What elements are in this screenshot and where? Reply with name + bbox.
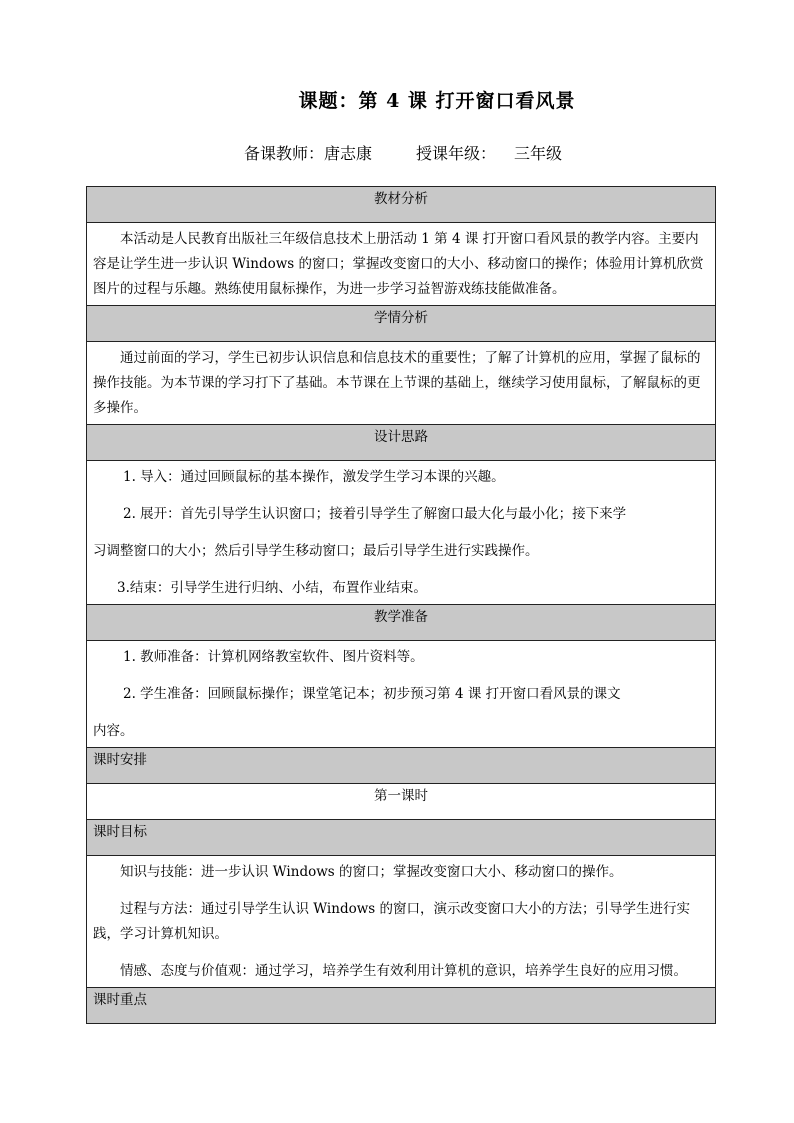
teacher-name: 唐志康 (324, 144, 373, 163)
prep-item-2-cont: 内容。 (93, 723, 134, 739)
lesson-meta (244, 141, 562, 164)
section-header-students: 学情分析 (87, 306, 716, 342)
lesson-title: 课题：第 4 课 打开窗口看风景 (298, 90, 576, 112)
design-item-1: 1. 导入：通过回顾鼠标的基本操作，激发学生学习本课的兴趣。 (123, 469, 505, 485)
goal-process: 过程与方法：通过引导学生认识 Windows 的窗口，演示改变窗口大小的方法；引导学生进行实践，学习计算机知识。 (93, 901, 690, 942)
design-content (87, 461, 716, 605)
section-header-focus: 课时重点 (87, 988, 716, 1024)
grade-value: 三年级 (514, 144, 563, 163)
design-item-3: 3.结束：引导学生进行归纳、小结，布置作业结束。 (117, 580, 427, 596)
schedule-value: 第一课时 (87, 784, 716, 820)
goals-content (87, 856, 716, 988)
section-header-materials: 教材分析 (87, 187, 716, 223)
teacher-label: 备课教师： (244, 144, 325, 163)
prep-item-1: 1. 教师准备：计算机网络教室软件、图片资料等。 (123, 649, 424, 665)
goal-emotion: 情感、态度与价值观：通过学习，培养学生有效利用计算机的意识，培养学生良好的应用习惯。 (120, 963, 687, 979)
grade-label: 授课年级： (416, 144, 497, 163)
prep-content (87, 641, 716, 748)
materials-text: 本活动是人民教育出版社三年级信息技术上册活动 1 第 4 课 打开窗口看风景的教学内容。主要内容是让学生进一步认识 Windows 的窗口；掌握改变窗口的大小、移动窗口的操作；体验用计算机欣赏图片的过程与乐趣。熟练使用鼠标操作，为进一步学习益智游戏练技能做准备。 (93, 231, 704, 297)
students-content (87, 342, 716, 425)
section-header-schedule: 课时安排 (87, 748, 716, 784)
students-text: 通过前面的学习，学生已初步认识信息和信息技术的重要性；了解了计算机的应用，掌握了鼠标的操作技能。为本节课的学习打下了基础。本节课在上节课的基础上，继续学习使用鼠标，了解鼠标的更多操作。 (93, 350, 701, 416)
section-header-goals: 课时目标 (87, 820, 716, 856)
materials-content (87, 223, 716, 306)
design-item-2: 2. 展开：首先引导学生认识窗口；接着引导学生了解窗口最大化与最小化；接下来学 (123, 506, 627, 522)
section-header-prep: 教学准备 (87, 605, 716, 641)
goal-knowledge: 知识与技能：进一步认识 Windows 的窗口；掌握改变窗口大小、移动窗口的操作。 (120, 864, 623, 880)
prep-item-2: 2. 学生准备：回顾鼠标操作；课堂笔记本；初步预习第 4 课 打开窗口看风景的课文 (123, 686, 621, 702)
section-header-design: 设计思路 (87, 425, 716, 461)
design-item-2-cont: 习调整窗口的大小；然后引导学生移动窗口；最后引导学生进行实践操作。 (93, 543, 539, 559)
lesson-plan-table (86, 186, 716, 1024)
